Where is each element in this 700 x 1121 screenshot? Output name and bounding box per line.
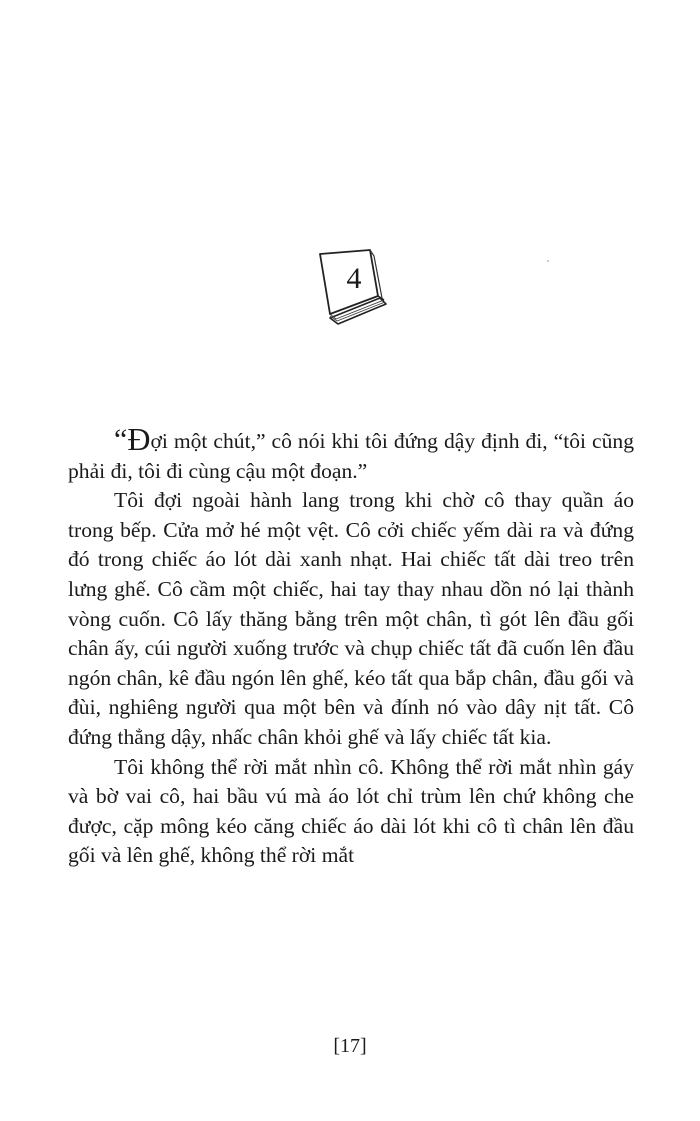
paragraph-3: Tôi không thể rời mắt nhìn cô. Không thể rời mắt nhìn gáy và bờ vai cô, hai bầu vú mà áo lót chỉ trùm lên chứ không che được, cặp mông kéo căng chiếc áo dài lót khi cô tì chân lên đầu gối và lên ghế, không thể rời mắt [68,754,634,868]
paragraph-1 [68,421,634,486]
opening-letter: Đ [127,421,151,457]
chapter-text [68,421,634,871]
paragraph-text: ợi một chút,” cô nói khi tôi đứng dậy định đi, “tôi cũng phải đi, tôi đi cùng cậu một đoạn.” [68,429,634,483]
paragraph-2: Tôi đợi ngoài hành lang trong khi chờ cô thay quần áo trong bếp. Cửa mở hé một vệt. Cô cởi chiếc yếm dài ra và đứng đó trong chiếc áo lót dài xanh nhạt. Hai chiếc tất dài treo trên lưng ghế. Cô cầm một chiếc, hai tay thay nhau dồn nó lại thành vòng cuốn. Cô lấy thăng bằng trên một chân, tì gót lên đầu gối chân ấy, cúi người xuống trước và chụp chiếc tất đã cuốn lên đầu ngón chân, kê đầu ngón lên ghế, kéo tất qua bắp chân, đầu gối và đùi, nghiêng người qua một bên và đính nó vào dây nịt tất. Cô đứng thẳng dậy, nhấc chân khỏi ghế và lấy chiếc tất kia. [68,488,634,749]
page-number: [17] [333,1035,367,1057]
opening-quote: “ [114,423,128,456]
chapter-heading [316,248,390,326]
chapter-number: 4 [346,262,362,295]
print-speck [547,260,549,262]
